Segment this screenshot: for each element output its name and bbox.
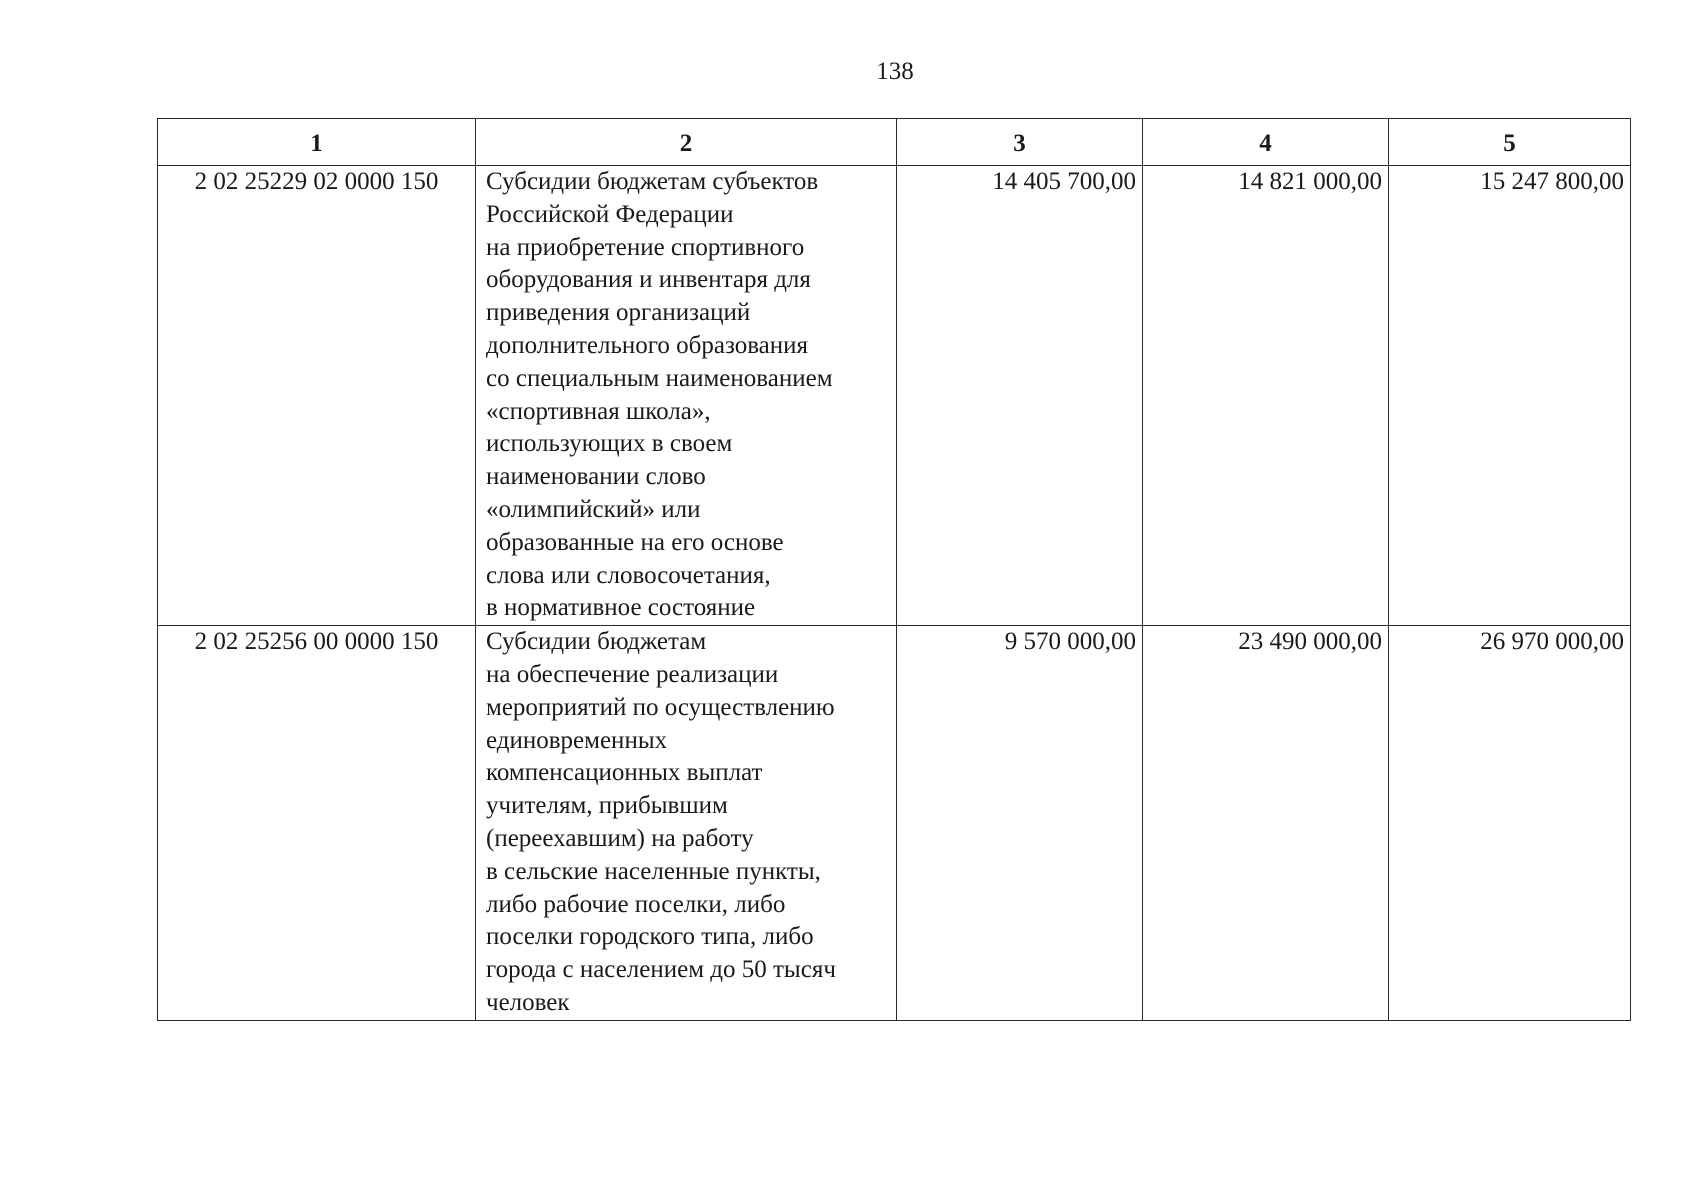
table-header-row (158, 119, 1631, 166)
column-header-3: 3 (897, 119, 1143, 166)
column-header-1: 1 (158, 119, 476, 166)
column-header-4: 4 (1143, 119, 1389, 166)
amount-cell-3 (897, 166, 1143, 626)
amount-cell-5 (1389, 626, 1631, 1021)
column-header-5: 5 (1389, 119, 1631, 166)
description-text: Субсидии бюджетам субъектов Российской Федерации на приобретение спортивного оборудования и инвентаря для приведения организаций дополнительного образования со специальным наименованием «спортивная школа», использующих в своем наименовании слово «олимпийский» или образованные на его основе слова или словосочетания, в нормативное состояние (486, 168, 833, 622)
amount-value: 26 970 000,00 (1480, 628, 1624, 656)
budget-code: 2 02 25229 02 0000 150 (194, 168, 439, 195)
column-header-2: 2 (476, 119, 897, 166)
amount-value: 14 405 700,00 (992, 168, 1136, 195)
page-number: 138 (876, 58, 914, 85)
budget-code: 2 02 25256 00 0000 150 (194, 628, 439, 656)
description-cell (476, 166, 897, 626)
amount-value: 9 570 000,00 (1004, 628, 1136, 656)
budget-table (157, 118, 1631, 1021)
amount-cell-4 (1143, 166, 1389, 626)
budget-code-cell (158, 626, 476, 1021)
amount-value: 15 247 800,00 (1480, 168, 1624, 195)
amount-value: 23 490 000,00 (1238, 628, 1382, 656)
amount-cell-4 (1143, 626, 1389, 1021)
table-row (158, 626, 1631, 1021)
amount-cell-3 (897, 626, 1143, 1021)
amount-value: 14 821 000,00 (1238, 168, 1382, 195)
amount-cell-5 (1389, 166, 1631, 626)
budget-code-cell (158, 166, 476, 626)
description-text: Субсидии бюджетам на обеспечение реализации мероприятий по осуществлению единовременных компенсационных выплат учителям, прибывшим (переехавшим) на работу в сельские населенные пункты, либо рабочие поселки, либо поселки городского типа, либо города с населением до 50 тысяч человек (486, 628, 836, 1016)
description-cell (476, 626, 897, 1021)
table-row (158, 166, 1631, 626)
